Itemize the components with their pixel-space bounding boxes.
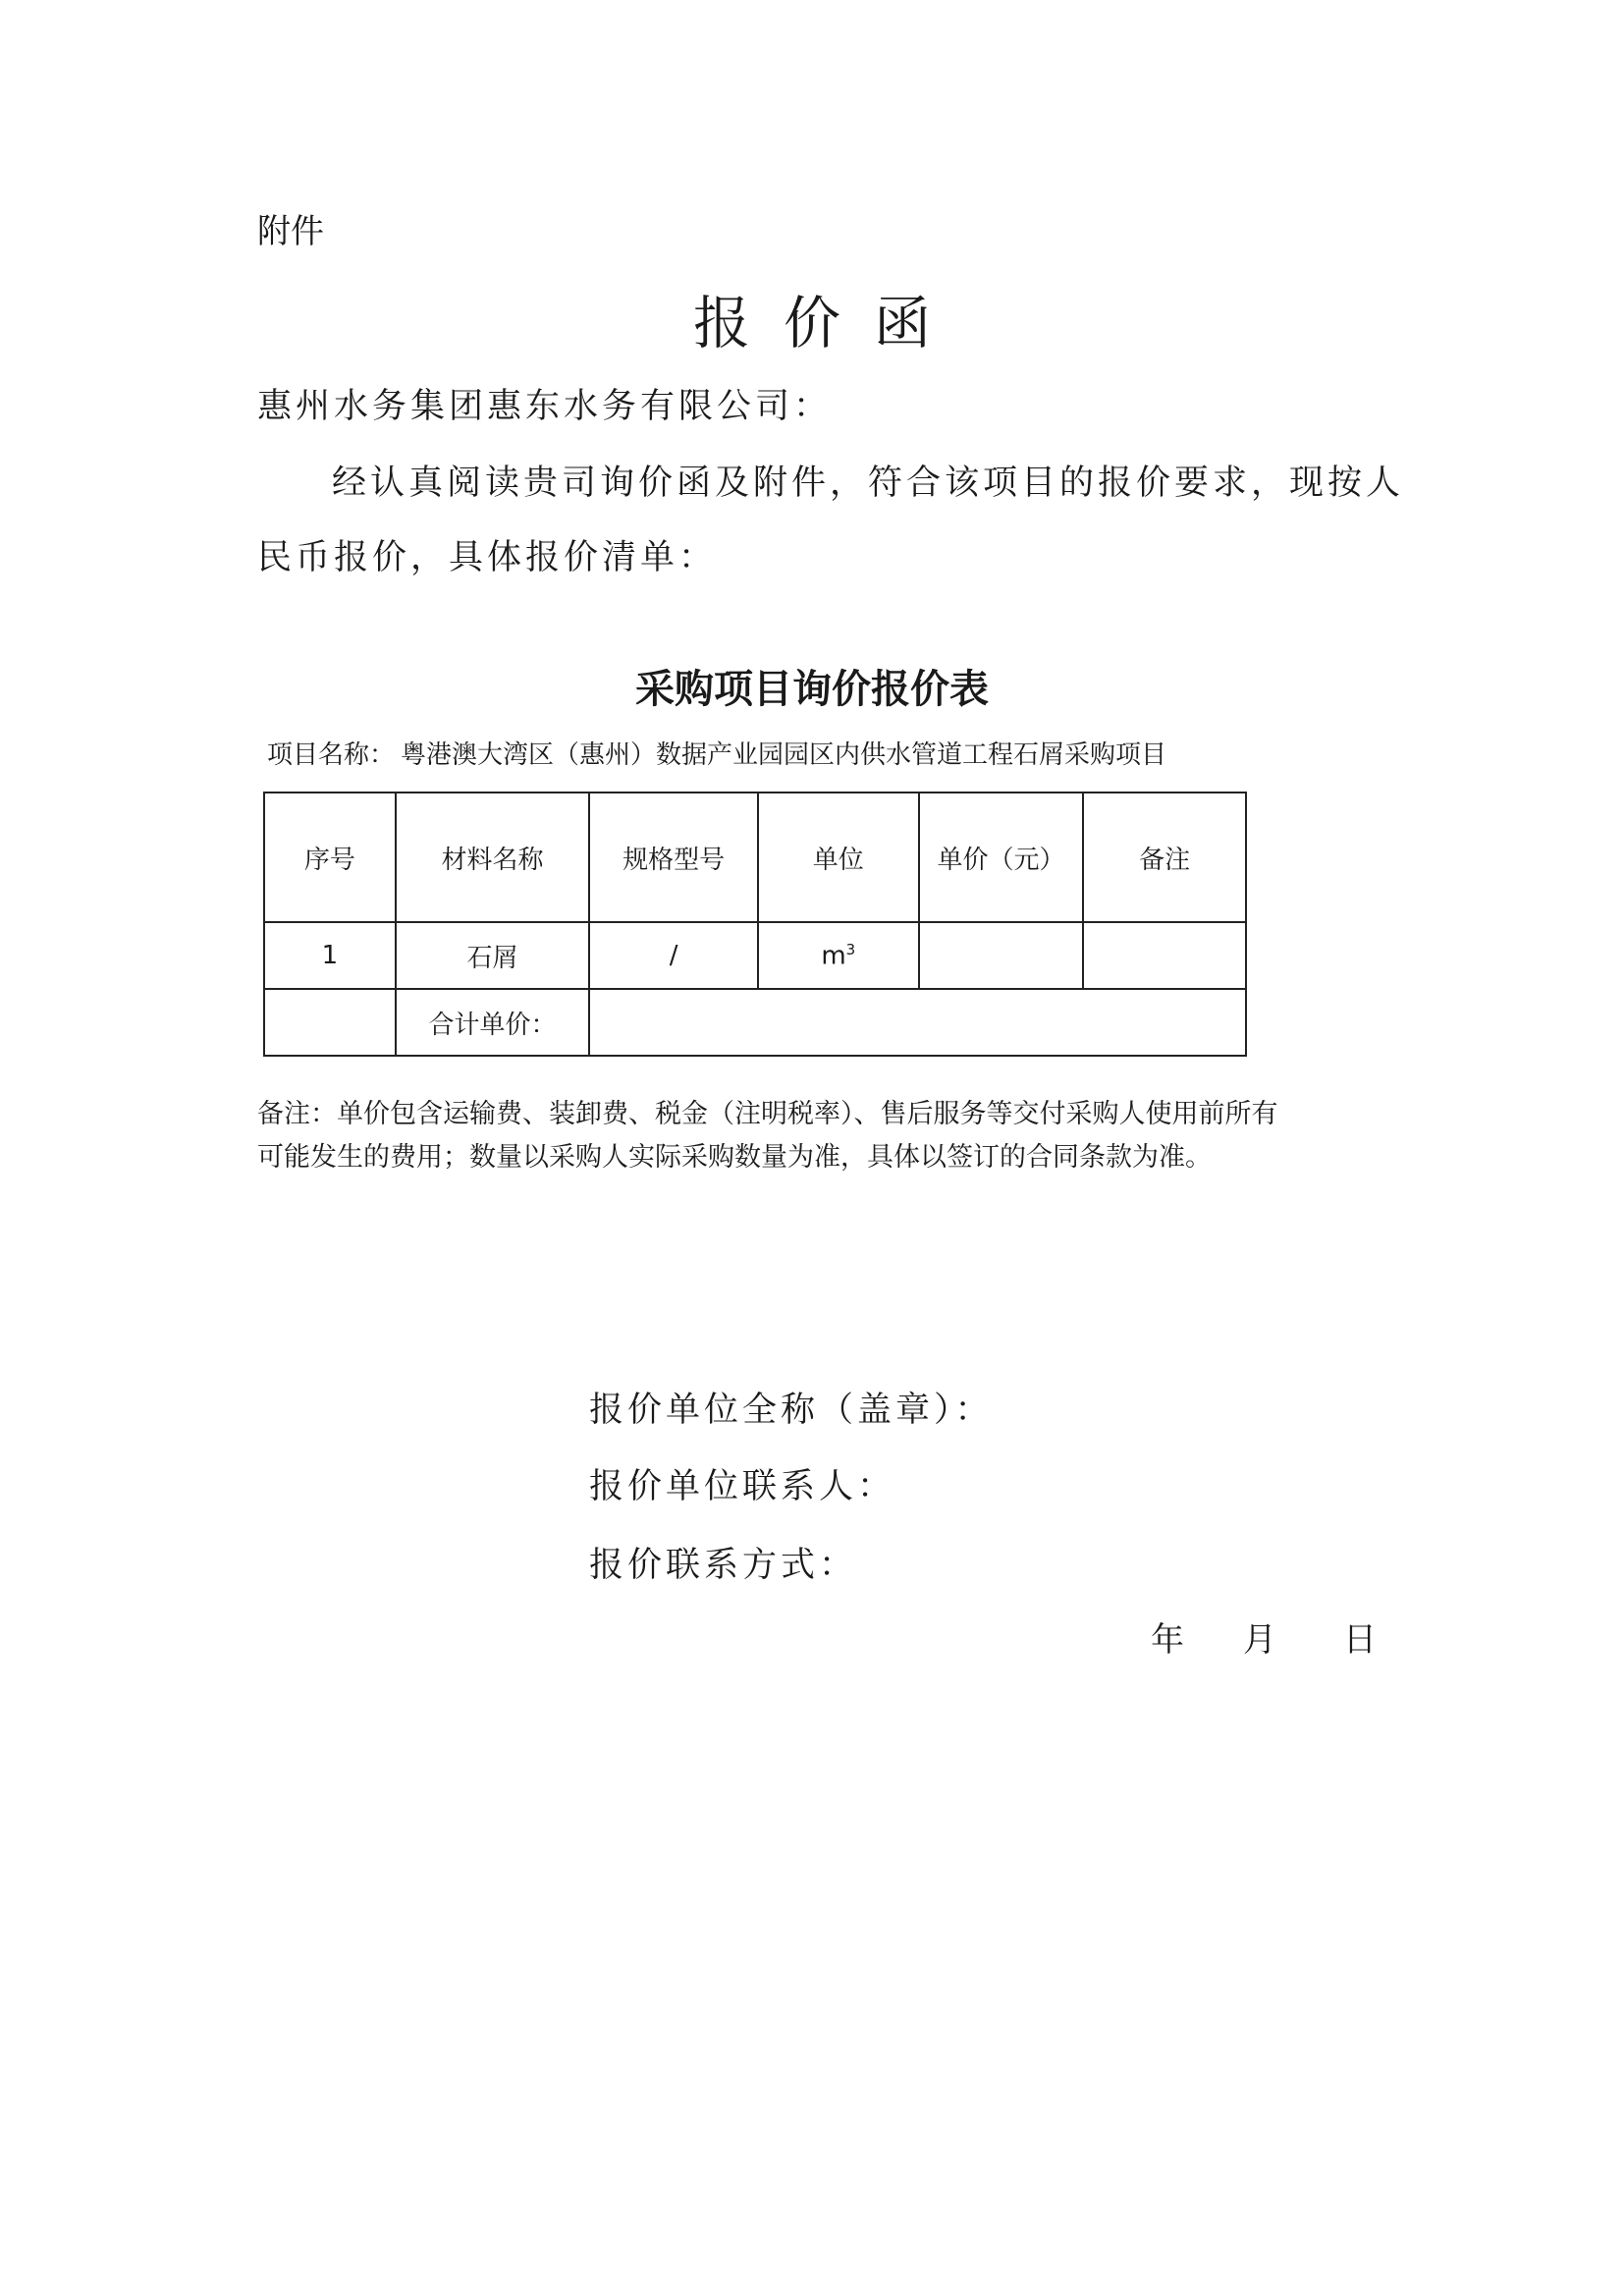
unit-text: m [821,941,846,971]
quote-table [263,792,1247,1057]
unit-superscript: 3 [845,940,856,958]
company-full-name-label: 报价单位全称（盖章）： [589,1391,994,1430]
table-row [264,922,1246,989]
date-year-label: 年 [1151,1620,1184,1660]
table-header-row [264,793,1246,922]
total-value[interactable] [589,989,1246,1056]
cell-unit [758,922,919,989]
project-name-label: 项目名称： [267,740,396,770]
date-month-label: 月 [1243,1620,1276,1660]
column-header-remark: 备注 [1083,793,1246,922]
cell-remark[interactable] [1083,922,1246,989]
cell-material: 石屑 [396,922,590,989]
column-header-spec: 规格型号 [589,793,758,922]
attachment-label: 附件 [257,212,324,251]
total-label: 合计单价： [396,989,590,1056]
note-line-2: 可能发生的费用；数量以采购人实际采购数量为准，具体以签订的合同条款为准。 [257,1142,1212,1173]
column-header-price: 单价（元） [919,793,1084,922]
column-header-unit: 单位 [758,793,919,922]
project-name-value: 粤港澳大湾区（惠州）数据产业园园区内供水管道工程石屑采购项目 [401,740,1167,770]
cell-seq: 1 [264,922,396,989]
cell-empty [264,989,396,1056]
addressee: 惠州水务集团惠东水务有限公司： [257,387,833,426]
cell-price[interactable] [919,922,1084,989]
cell-spec: / [589,922,758,989]
quote-table-title: 采购项目询价报价表 [635,667,989,712]
note-line-1: 备注：单价包含运输费、装卸费、税金（注明税率）、售后服务等交付采购人使用前所有 [257,1099,1278,1129]
document-title: 报价函 [692,290,964,356]
contact-method-label: 报价联系方式： [589,1546,858,1585]
body-paragraph-line-2: 民币报价，具体报价清单： [257,538,718,577]
table-total-row [264,989,1246,1056]
contact-person-label: 报价单位联系人： [589,1467,896,1506]
body-paragraph-line-1: 经认真阅读贵司询价函及附件，符合该项目的报价要求，现按人 [332,464,1405,503]
column-header-material: 材料名称 [396,793,590,922]
date-day-label: 日 [1343,1620,1377,1660]
column-header-seq: 序号 [264,793,396,922]
